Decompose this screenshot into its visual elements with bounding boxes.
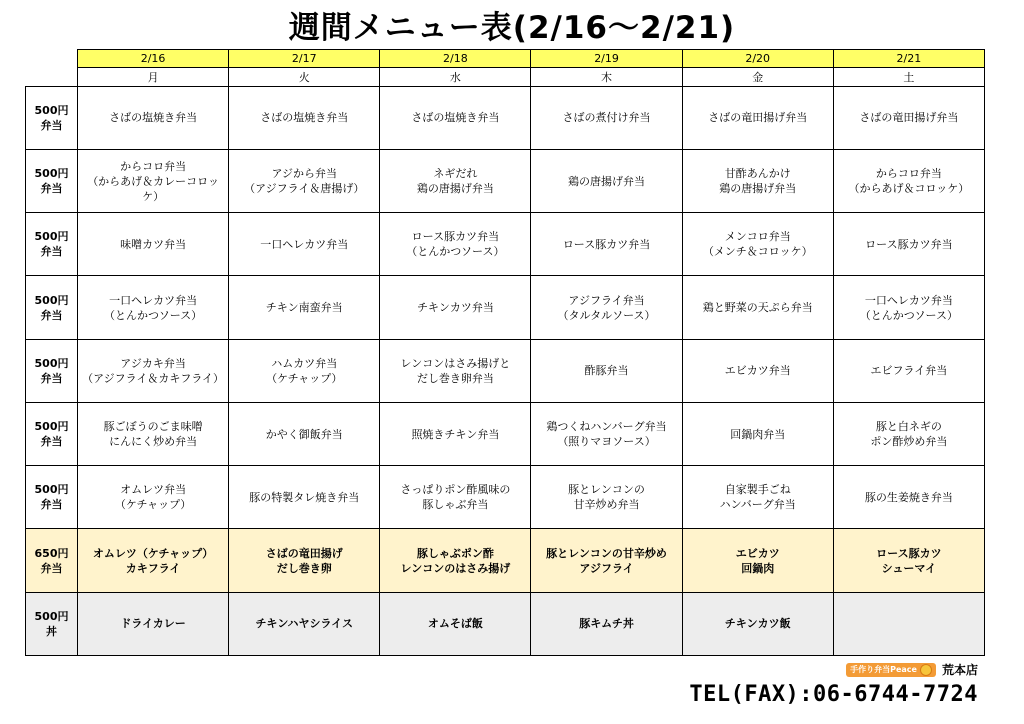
menu-item-cell (380, 592, 531, 655)
menu-item-cell (229, 213, 380, 276)
menu-item-text: チキンハヤシライス (255, 617, 354, 631)
date-header-row (26, 50, 985, 68)
menu-row (26, 213, 985, 276)
menu-item-cell (531, 213, 682, 276)
menu-item-cell (380, 466, 531, 529)
price-category-text: 500円 弁当 (34, 356, 69, 385)
menu-item-cell (380, 339, 531, 402)
date-header: 2/19 (531, 50, 682, 68)
weekday-header: 土 (833, 68, 984, 86)
menu-item-cell (380, 402, 531, 465)
brand-name: 手作り弁当Peace (850, 665, 917, 674)
menu-item-text: エビフライ弁当 (870, 364, 948, 378)
date-header: 2/18 (380, 50, 531, 68)
menu-item-text: レンコンはさみ揚げと だし巻き卵弁当 (400, 356, 511, 385)
menu-item-cell (682, 213, 833, 276)
menu-item-cell (531, 402, 682, 465)
menu-item-text: 豚の生姜焼き弁当 (864, 490, 953, 504)
menu-item-cell (531, 276, 682, 339)
menu-row (26, 86, 985, 149)
menu-row (26, 402, 985, 465)
menu-item-text: さばの竜田揚げ弁当 (708, 111, 808, 125)
price-category-text: 500円 弁当 (34, 103, 69, 132)
menu-row (26, 592, 985, 655)
menu-item-text: さっぱりポン酢風味の 豚しゃぶ弁当 (400, 483, 511, 512)
menu-item-cell (531, 86, 682, 149)
menu-item-cell (78, 149, 229, 212)
menu-item-text: ロース豚カツ シューマイ (876, 546, 942, 575)
menu-item-text: さばの塩焼き弁当 (109, 111, 198, 125)
menu-item-text: さばの竜田揚げ弁当 (859, 111, 959, 125)
menu-item-cell (229, 402, 380, 465)
shop-info (846, 661, 978, 678)
menu-item-text: 一口ヘレカツ弁当 （とんかつソース） (859, 293, 958, 322)
menu-item-cell (682, 402, 833, 465)
menu-item-cell (229, 592, 380, 655)
weekday-header: 月 (78, 68, 229, 86)
menu-item-text: ロース豚カツ弁当 (562, 237, 651, 251)
price-category-label (26, 592, 78, 655)
menu-item-cell (78, 276, 229, 339)
menu-item-cell (78, 466, 229, 529)
menu-item-text: ドライカレー (120, 617, 186, 631)
menu-item-text: アジから弁当 （アジフライ＆唐揚げ） (244, 167, 365, 196)
menu-item-cell (682, 86, 833, 149)
menu-item-text: チキンカツ弁当 (416, 301, 494, 315)
menu-item-cell (380, 529, 531, 592)
price-category-label (26, 339, 78, 402)
menu-item-cell (78, 402, 229, 465)
menu-item-text: 甘酢あんかけ 鶏の唐揚げ弁当 (719, 167, 797, 196)
date-header: 2/20 (682, 50, 833, 68)
store-name: 荒本店 (941, 663, 978, 677)
menu-item-cell (833, 213, 984, 276)
price-category-text: 650円 弁当 (34, 546, 69, 575)
menu-item-text: 豚キムチ丼 (579, 617, 634, 631)
price-category-label (26, 276, 78, 339)
menu-item-text: ネギだれ 鶏の唐揚げ弁当 (416, 167, 494, 196)
corner-cell (26, 68, 78, 86)
menu-item-text: 豚しゃぶポン酢 レンコンのはさみ揚げ (400, 546, 511, 575)
menu-item-cell (380, 213, 531, 276)
menu-item-cell (229, 276, 380, 339)
menu-item-text: さばの煮付け弁当 (562, 111, 651, 125)
weekly-menu-table (25, 49, 985, 656)
menu-item-cell (229, 466, 380, 529)
brand-logo (846, 663, 936, 677)
price-category-text: 500円 丼 (34, 609, 69, 638)
menu-item-cell (682, 339, 833, 402)
menu-item-text: 照焼きチキン弁当 (411, 427, 500, 441)
menu-item-cell (78, 86, 229, 149)
menu-item-cell (531, 466, 682, 529)
menu-item-text: アジフライ弁当 （タルタルソース） (557, 293, 656, 322)
menu-item-cell (531, 149, 682, 212)
menu-item-cell (78, 339, 229, 402)
menu-item-cell (833, 592, 984, 655)
menu-item-cell (78, 529, 229, 592)
price-category-text: 500円 弁当 (34, 230, 69, 259)
menu-item-cell (531, 592, 682, 655)
menu-item-cell (682, 466, 833, 529)
menu-item-cell (833, 466, 984, 529)
weekday-header: 木 (531, 68, 682, 86)
price-category-label (26, 213, 78, 276)
menu-item-text: 豚とレンコンの 甘辛炒め弁当 (568, 483, 645, 512)
menu-item-text: ロース豚カツ弁当 （とんかつソース） (406, 230, 505, 259)
menu-item-text: 鶏つくねハンバーグ弁当 （照りマヨソース） (546, 420, 667, 449)
menu-item-text: さばの塩焼き弁当 (411, 111, 500, 125)
menu-item-cell (229, 86, 380, 149)
menu-item-text: 一口ヘレカツ弁当 (260, 237, 349, 251)
weekday-header: 水 (380, 68, 531, 86)
menu-item-text: エビカツ弁当 (724, 364, 791, 378)
menu-row (26, 339, 985, 402)
menu-item-cell (229, 149, 380, 212)
menu-item-text: かやく御飯弁当 (265, 427, 343, 441)
menu-item-text: オムそば飯 (427, 617, 483, 631)
price-category-text: 500円 弁当 (34, 483, 69, 512)
weekday-header-row (26, 68, 985, 86)
menu-item-text: ロース豚カツ弁当 (865, 237, 953, 251)
menu-row (26, 529, 985, 592)
menu-item-cell (78, 592, 229, 655)
menu-item-cell (833, 402, 984, 465)
menu-item-text: 鶏と野菜の天ぷら弁当 (702, 301, 813, 315)
menu-item-cell (229, 339, 380, 402)
menu-item-text: 回鍋肉弁当 (730, 427, 786, 441)
page-title: 週間メニュー表(2/16～2/21) (288, 10, 736, 46)
date-header: 2/16 (78, 50, 229, 68)
menu-item-text: チキン南蛮弁当 (265, 301, 343, 315)
price-category-label (26, 466, 78, 529)
menu-item-text: アジカキ弁当 （アジフライ＆カキフライ） (82, 356, 225, 385)
menu-item-cell (531, 529, 682, 592)
menu-item-cell (380, 276, 531, 339)
menu-item-text: さばの塩焼き弁当 (260, 111, 349, 125)
weekday-header: 金 (682, 68, 833, 86)
menu-item-text: さばの竜田揚げ だし巻き卵 (265, 546, 343, 575)
menu-item-cell (833, 149, 984, 212)
menu-item-text: チキンカツ飯 (724, 617, 791, 631)
date-header: 2/17 (229, 50, 380, 68)
menu-item-cell (833, 529, 984, 592)
menu-item-cell (78, 213, 229, 276)
menu-item-cell (833, 339, 984, 402)
menu-item-text: 味噌カツ弁当 (120, 237, 187, 251)
menu-item-text: 豚の特製タレ焼き弁当 (249, 490, 360, 504)
menu-item-text: メンコロ弁当 （メンチ＆コロッケ） (702, 230, 813, 259)
price-category-text: 500円 弁当 (34, 420, 69, 449)
menu-item-text: ハムカツ弁当 （ケチャップ） (266, 356, 343, 385)
weekday-header: 火 (229, 68, 380, 86)
date-header: 2/21 (833, 50, 984, 68)
price-category-text: 500円 弁当 (34, 293, 69, 322)
menu-item-text: 豚と白ネギの ポン酢炒め弁当 (870, 420, 948, 449)
coin-icon (920, 664, 932, 676)
menu-item-text: 豚とレンコンの甘辛炒め アジフライ (546, 546, 667, 575)
price-category-text: 500円 弁当 (34, 167, 69, 196)
menu-item-cell (380, 86, 531, 149)
phone-fax-number: TEL(FAX):06-6744-7724 (689, 682, 978, 707)
menu-item-cell (682, 149, 833, 212)
price-category-label (26, 402, 78, 465)
menu-row (26, 276, 985, 339)
menu-item-text: 鶏の唐揚げ弁当 (568, 174, 646, 188)
menu-item-text: エビカツ 回鍋肉 (735, 546, 780, 575)
menu-item-cell (833, 86, 984, 149)
price-category-label (26, 149, 78, 212)
menu-item-text: 酢豚弁当 (584, 364, 629, 378)
menu-item-text: オムレツ（ケチャップ） カキフライ (92, 546, 214, 575)
menu-item-cell (531, 339, 682, 402)
menu-item-cell (682, 529, 833, 592)
menu-item-text: オムレツ弁当 （ケチャップ） (114, 483, 192, 512)
price-category-label (26, 86, 78, 149)
price-category-label (26, 529, 78, 592)
menu-row (26, 149, 985, 212)
menu-row (26, 466, 985, 529)
menu-item-text: 自家製手ごね ハンバーグ弁当 (719, 483, 796, 512)
menu-item-cell (229, 529, 380, 592)
menu-item-text: 一口ヘレカツ弁当 （とんかつソース） (103, 293, 203, 322)
corner-cell (26, 50, 78, 68)
menu-item-cell (682, 276, 833, 339)
menu-item-cell (380, 149, 531, 212)
menu-item-text: からコロ弁当 （からあげ＆カレーコロッケ） (87, 159, 219, 203)
menu-item-cell (833, 276, 984, 339)
menu-item-text: からコロ弁当 （からあげ＆コロッケ） (848, 167, 970, 196)
menu-item-cell (682, 592, 833, 655)
menu-item-text: 豚ごぼうのごま味噌 にんにく炒め弁当 (103, 420, 203, 449)
